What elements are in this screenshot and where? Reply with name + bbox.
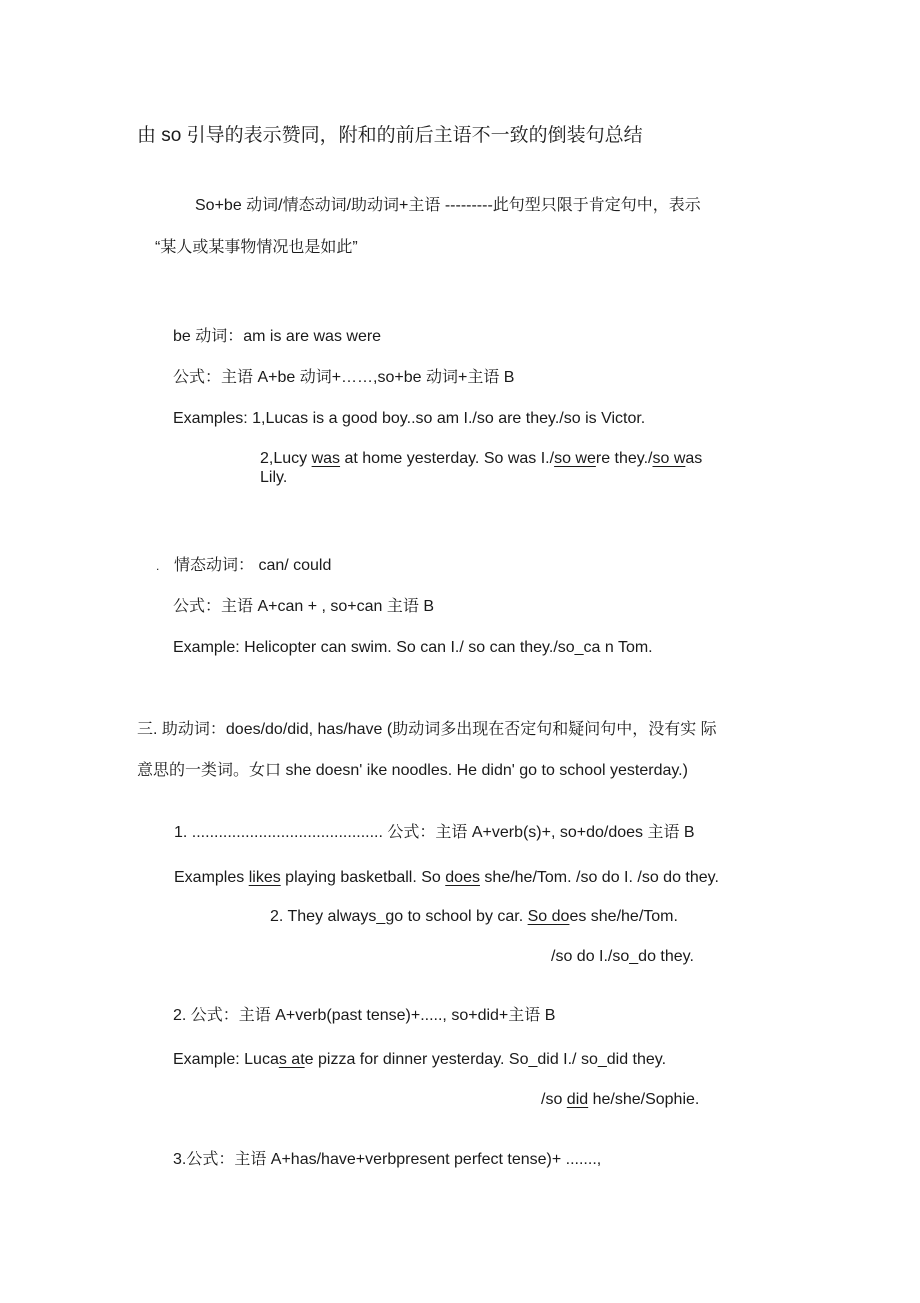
modal-bullet: . [156,559,160,573]
modal-example: Example: Helicopter can swim. So can I./ so can they./so_ca n Tom. [173,639,653,656]
aux-item-2-example-cont [541,1090,699,1110]
underlined-text: s at [278,1051,305,1068]
underlined-text: so we [554,450,596,467]
text-run: re they./ [595,450,653,467]
be-verb-heading: be 动词：am is are was were [173,328,382,345]
text-run: /so [541,1091,567,1108]
aux-heading-line-1: 三. 助动词：does/do/did, has/have (助动词多出现在否定句和疑问句中，没有实 际 [137,721,717,738]
aux-item-1-example-2 [270,907,678,927]
be-verb-example-2 [260,449,702,469]
modal-formula: 公式：主语 A+can + , so+can 主语 B [173,598,434,615]
aux-heading-line-2: 意思的一类词。女口 she doesn' ike noodles. He didn' go to school yesterday.) [137,762,688,779]
text-run: as [685,450,703,467]
text-run: at home yesterday. So was I./ [340,450,555,467]
page-title: 由 so 引导的表示赞同，附和的前后主语不一致的倒装句总结 [137,125,643,146]
text-run: playing basketball. So [280,869,446,886]
aux-item-1-example-2-cont: /so do I./so_do they. [551,948,694,965]
text-run: es she/he/Tom. [569,908,678,925]
aux-item-2-example [173,1050,666,1070]
underlined-text: likes [248,869,281,886]
underlined-text: did [566,1091,589,1108]
aux-item-2-formula: 2. 公式：主语 A+verb(past tense)+....., so+did+主语 B [173,1007,556,1024]
text-run: Examples [174,869,249,886]
text-run: 2,Lucy [260,450,312,467]
underlined-text: so w [652,450,686,467]
modal-heading: 情态动词： can/ could [174,557,332,574]
aux-item-3-formula: 3.公式：主语 A+has/have+verbpresent perfect tense)+ ......., [173,1151,602,1168]
underlined-text: So do [527,908,570,925]
be-verb-example-2-cont: Lily. [260,469,288,486]
text-run: e pizza for dinner yesterday. So_did I./ so_did they. [304,1051,667,1068]
text-run: Example: Luca [173,1051,279,1068]
aux-item-1-example-1 [174,868,719,888]
be-verb-formula: 公式：主语 A+be 动词+……,so+be 动词+主语 B [173,369,515,386]
intro-line-1: So+be 动词/情态动词/助动词+主语 ---------此句型只限于肯定句中，表示 [195,197,701,214]
be-verb-example-1: Examples: 1,Lucas is a good boy..so am I./so are they./so is Victor. [173,410,646,427]
underlined-text: does [445,869,480,886]
text-run: 2. They always_go to school by car. [270,908,528,925]
text-run: he/she/Sophie. [588,1091,700,1108]
aux-item-1-formula: 1. ........................................... 公式：主语 A+verb(s)+, so+do/does 主语 B [174,824,695,841]
intro-line-2: “某人或某事物情况也是如此” [155,239,358,256]
underlined-text: was [311,450,341,467]
text-run: she/he/Tom. /so do I. /so do they. [479,869,719,886]
